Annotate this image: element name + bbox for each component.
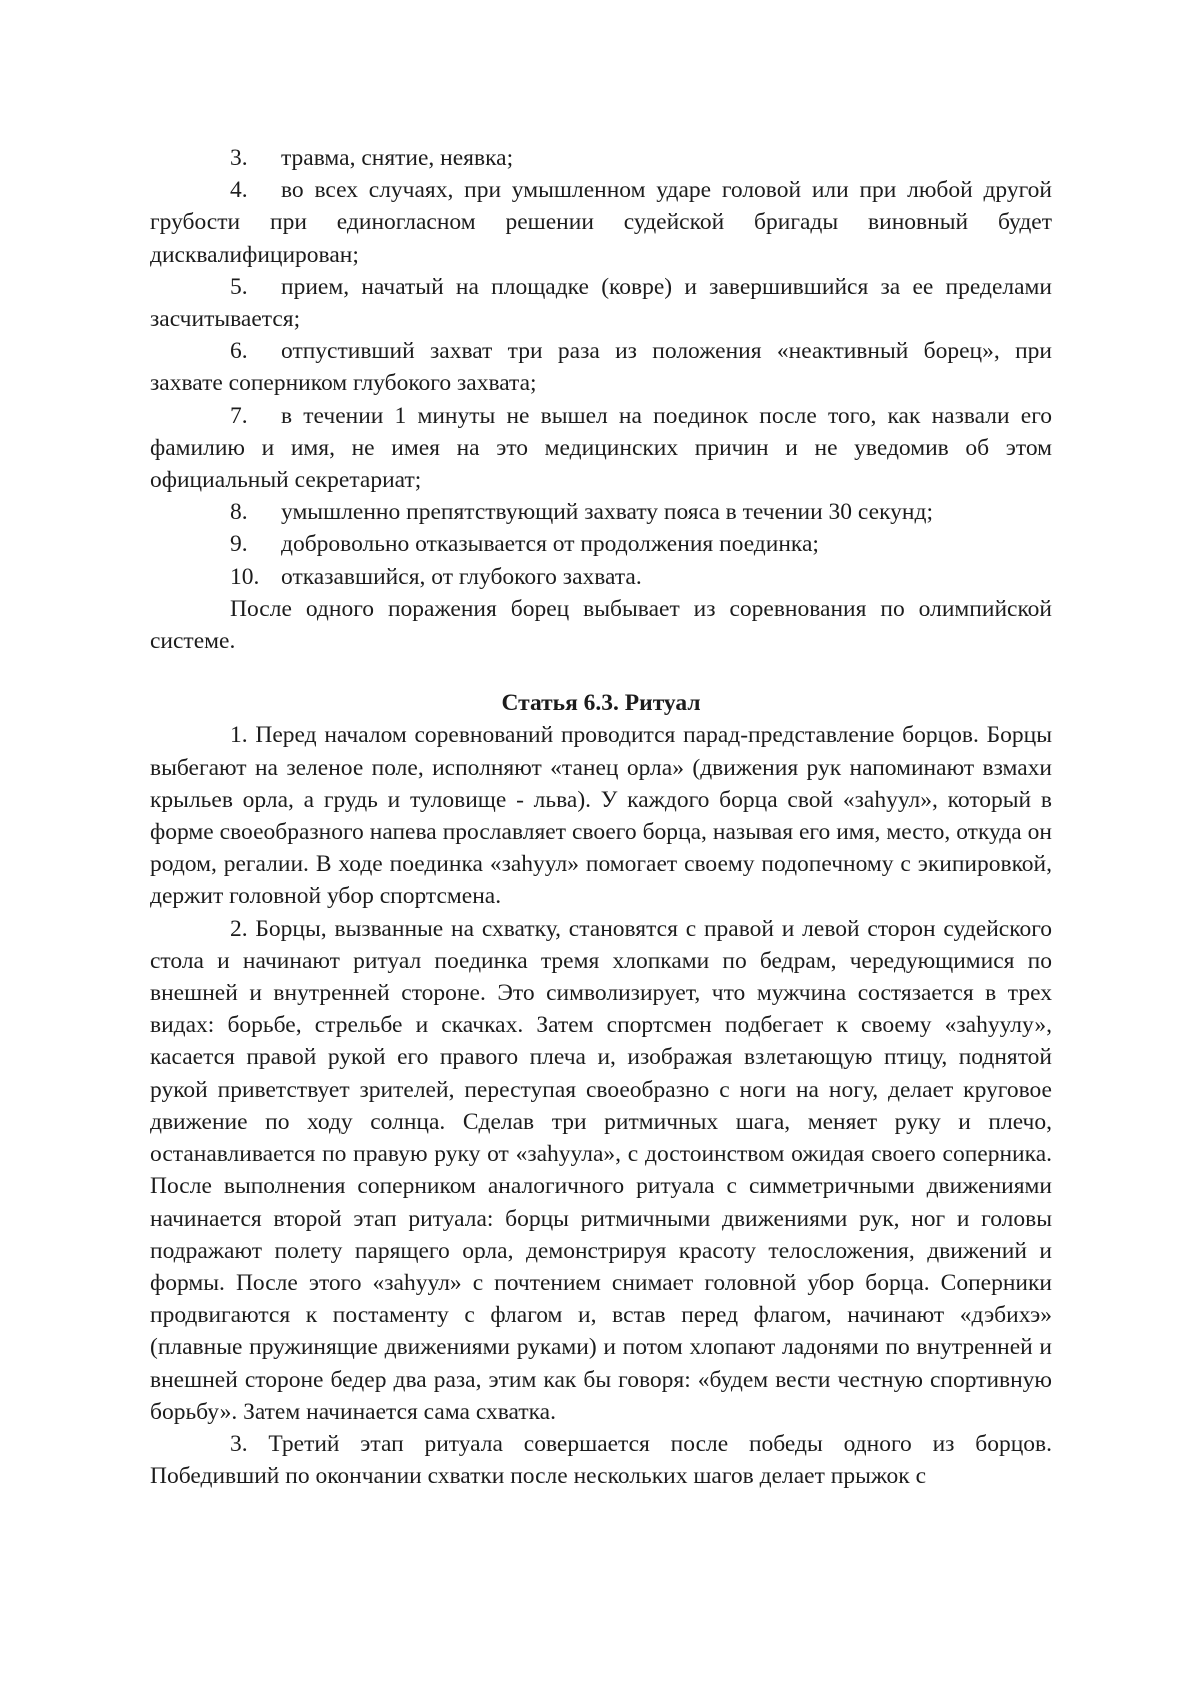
list-item [150,496,1052,528]
list-item-text: отказавшийся, от глубокого захвата. [281,563,642,590]
ritual-paragraph-3: 3. Третий этап ритуала совершается после победы одного из борцов. Победивший по окончании схватки после нескольких шагов делает прыжок с [150,1430,1052,1490]
list-item-text: травма, снятие, неявка; [281,145,514,171]
list-item-number: 5. [230,273,248,300]
list-item-number: 8. [230,499,248,526]
list-item-number: 3. [230,145,248,171]
article-heading: Статья 6.3. Ритуал [501,690,701,717]
list-item-text: умышленно препятствующий захвату пояса в течении 30 секунд; [281,499,933,526]
list-item-text: прием, начатый на площадке (ковре) и завершившийся за ее пределами засчитывается; [150,273,1052,333]
ritual-paragraph-1: 1. Перед началом соревнований проводится парад-представление борцов. Борцы выбегают на зеленое поле, исполняют «танец орла» (движения рук напоминают взмахи крыльев орла, а грудь и туловище - льва). У каждого борца свой «заhуул», который в форме своеобразного напева прославляет своего борца, называя его имя, место, откуда он родом, регалии. В ходе поединка «заhуул» помогает своему подопечному с экипировкой, держит головной убор спортсмена. [150,722,1052,910]
list-item [150,174,1052,271]
list-item-number: 6. [230,338,248,365]
list-item [150,400,1052,497]
document-page [150,142,1052,1492]
list-item-number: 9. [230,531,248,558]
list-item [150,142,1052,174]
list-item [150,528,1052,560]
list-item [150,271,1052,335]
list-item-number: 4. [230,177,248,204]
list-item-text: отпустивший захват три раза из положения «неактивный борец», при захвате соперником глубокого захвата; [150,338,1052,397]
list-item-text: во всех случаях, при умышленном ударе головой или при любой другой грубости при единогласном решении судейской бригады виновный будет дисквалифицирован; [150,177,1052,268]
list-item-number: 7. [230,402,248,429]
list-item-text: добровольно отказывается от продолжения поединка; [281,531,819,558]
list-item-text: в течении 1 минуты не вышел на поединок после того, как назвали его фамилию и имя, не имея на это медицинских причин и не уведомив об этом официальный секретариат; [150,402,1052,494]
list-item [150,561,1052,593]
summary-paragraph: После одного поражения борец выбывает из соревнования по олимпийской системе. [150,595,1052,655]
ritual-paragraph-2: 2. Борцы, вызванные на схватку, становятся с правой и левой сторон судейского стола и начинают ритуал поединка тремя хлопками по бедрам, чередующимися по внешней и внутренней стороне. Это символизирует, что мужчина состязается в трех видах: борьбе, стрельбе и скачках. Затем спортсмен подбегает к своему «заhуулу», касается правой рукой его правого плеча и, изображая взлетающую птицу, поднятой рукой приветствует зрителей, переступая своеобразно с ноги на ногу, делает круговое движение по ходу солнца. Сделав три ритмичных шага, меняет руку и плечо, останавливается по правую руку от «заhуула», с достоинством ожидая своего соперника. После выполнения соперником аналогичного ритуала с симметричными движениями начинается второй этап ритуала: борцы ритмичными движениями рук, ног и головы подражают полету парящего орла, демонстрируя красоту телосложения, движений и формы. После этого «заhуул» с почтением снимает головной убор борца. Соперники продвигаются к постаменту с флагом и, встав перед флагом, начинают «дэбихэ» (плавные пружинящие движениями руками) и потом хлопают ладонями по внутренней и внешней стороне бедер два раза, этим как бы говоря: «будем вести честную спортивную борьбу». Затем начинается сама схватка. [150,915,1052,1425]
list-item-number: 10. [230,563,260,590]
list-item [150,335,1052,399]
